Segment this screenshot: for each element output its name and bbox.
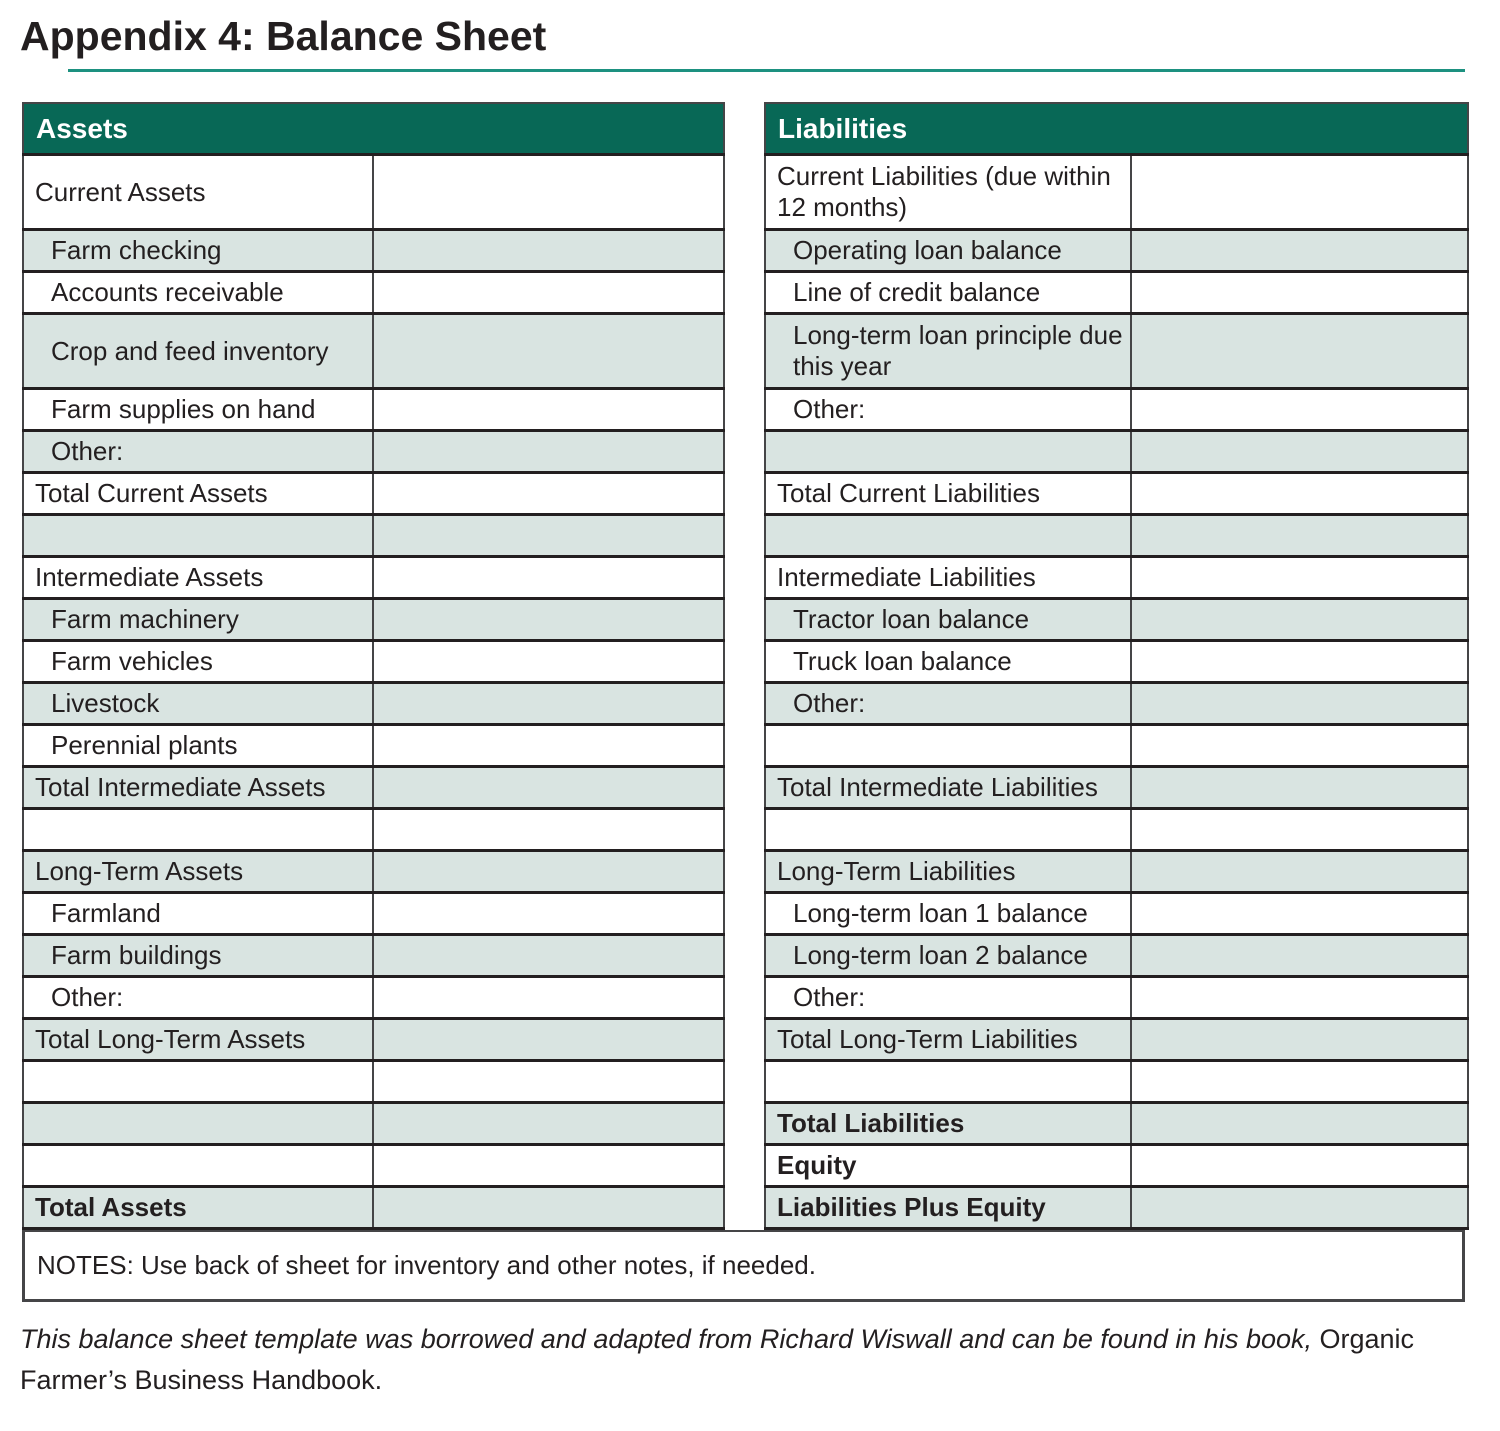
liability-row [765, 473, 1468, 515]
asset-row-value [373, 935, 724, 977]
asset-row [23, 599, 724, 641]
liability-row-label: Line of credit balance [765, 272, 1131, 314]
liability-row [765, 1187, 1468, 1229]
liability-row [765, 977, 1468, 1019]
page [0, 14, 1500, 1431]
liability-row-value [1131, 515, 1468, 557]
liability-row-label: Intermediate Liabilities [765, 557, 1131, 599]
liability-row [765, 893, 1468, 935]
asset-row [23, 1061, 724, 1103]
asset-row [23, 272, 724, 314]
asset-row-label: Farm machinery [23, 599, 373, 641]
asset-row-label: Intermediate Assets [23, 557, 373, 599]
liability-row-label [765, 515, 1131, 557]
liabilities-header: Liabilities [765, 103, 1468, 155]
asset-row [23, 1019, 724, 1061]
asset-row-value [373, 1061, 724, 1103]
asset-row-label: Total Current Assets [23, 473, 373, 515]
liability-row-value [1131, 557, 1468, 599]
asset-row [23, 1145, 724, 1187]
asset-row [23, 389, 724, 431]
liability-row-value [1131, 1103, 1468, 1145]
footer-attribution [20, 1319, 1472, 1400]
asset-row-label: Accounts receivable [23, 272, 373, 314]
asset-row-label: Other: [23, 977, 373, 1019]
asset-row-value [373, 230, 724, 272]
liability-row-label: Long-term loan 2 balance [765, 935, 1131, 977]
asset-row-label: Farm supplies on hand [23, 389, 373, 431]
liability-row [765, 389, 1468, 431]
asset-row-label [23, 1103, 373, 1145]
asset-row-value [373, 473, 724, 515]
asset-row-value [373, 272, 724, 314]
liability-row [765, 1145, 1468, 1187]
liability-row-value [1131, 314, 1468, 389]
balance-sheet [22, 102, 1500, 1231]
liability-row-label: Current Liabilities (due within 12 months) [765, 155, 1131, 230]
asset-row [23, 893, 724, 935]
liability-row-value [1131, 155, 1468, 230]
liability-row-value [1131, 599, 1468, 641]
liability-row [765, 515, 1468, 557]
liability-row [765, 1019, 1468, 1061]
asset-row-value [373, 725, 724, 767]
liability-row-value [1131, 641, 1468, 683]
liability-row-value [1131, 851, 1468, 893]
asset-row-label [23, 809, 373, 851]
liability-row-value [1131, 767, 1468, 809]
asset-row [23, 935, 724, 977]
asset-row-value [373, 893, 724, 935]
liability-row-label: Long-Term Liabilities [765, 851, 1131, 893]
liability-row-label: Other: [765, 389, 1131, 431]
asset-row [23, 683, 724, 725]
asset-row [23, 155, 724, 230]
liability-row-value [1131, 1145, 1468, 1187]
liability-row-value [1131, 725, 1468, 767]
asset-row-label: Farm buildings [23, 935, 373, 977]
asset-row [23, 515, 724, 557]
asset-row-value [373, 155, 724, 230]
asset-row-label: Livestock [23, 683, 373, 725]
liability-row-value [1131, 1187, 1468, 1229]
assets-table [22, 102, 725, 1231]
liability-row-value [1131, 1019, 1468, 1061]
liability-row [765, 641, 1468, 683]
asset-row [23, 767, 724, 809]
asset-row-label [23, 1061, 373, 1103]
liability-row-value [1131, 431, 1468, 473]
asset-row-value [373, 515, 724, 557]
asset-row-value [373, 851, 724, 893]
liability-row-label: Total Current Liabilities [765, 473, 1131, 515]
liability-row [765, 935, 1468, 977]
liability-row-label [765, 809, 1131, 851]
asset-row [23, 431, 724, 473]
liability-row-value [1131, 893, 1468, 935]
notes-box [22, 1230, 1465, 1302]
liabilities-rows [765, 155, 1468, 1229]
asset-row-label: Current Assets [23, 155, 373, 230]
asset-row-value [373, 1103, 724, 1145]
footer-italic-text: This balance sheet template was borrowed and adapted from Richard Wiswall and can be found in his book, [20, 1324, 1320, 1355]
liability-row [765, 272, 1468, 314]
liability-row-label [765, 725, 1131, 767]
asset-row-label: Perennial plants [23, 725, 373, 767]
liability-row-label [765, 431, 1131, 473]
asset-row-value [373, 767, 724, 809]
asset-row [23, 641, 724, 683]
title-underline [68, 69, 1465, 72]
asset-row-value [373, 977, 724, 1019]
liability-row [765, 314, 1468, 389]
asset-row-label: Total Long-Term Assets [23, 1019, 373, 1061]
assets-rows [23, 155, 724, 1229]
liability-row-label [765, 1061, 1131, 1103]
asset-row [23, 557, 724, 599]
liability-row-value [1131, 809, 1468, 851]
assets-header: Assets [23, 103, 724, 155]
liability-row [765, 431, 1468, 473]
liability-row-label: Equity [765, 1145, 1131, 1187]
asset-row-label: Farm checking [23, 230, 373, 272]
liability-row [765, 683, 1468, 725]
asset-row-label: Farmland [23, 893, 373, 935]
liability-row [765, 557, 1468, 599]
liability-row-value [1131, 473, 1468, 515]
liability-row-value [1131, 1061, 1468, 1103]
liability-row-label: Truck loan balance [765, 641, 1131, 683]
asset-row-label: Long-Term Assets [23, 851, 373, 893]
liability-row-label: Long-term loan principle due this year [765, 314, 1131, 389]
liability-row-value [1131, 389, 1468, 431]
asset-row-label: Farm vehicles [23, 641, 373, 683]
liability-row [765, 1061, 1468, 1103]
asset-row-value [373, 1145, 724, 1187]
asset-row-value [373, 599, 724, 641]
asset-row [23, 230, 724, 272]
liability-row-value [1131, 977, 1468, 1019]
liability-row-label: Other: [765, 683, 1131, 725]
liability-row [765, 851, 1468, 893]
liability-row-label: Tractor loan balance [765, 599, 1131, 641]
liability-row-label: Operating loan balance [765, 230, 1131, 272]
liability-row [765, 809, 1468, 851]
asset-row-label: Crop and feed inventory [23, 314, 373, 389]
asset-row-value [373, 809, 724, 851]
page-title: Appendix 4: Balance Sheet [20, 13, 547, 59]
asset-row-value [373, 1187, 724, 1229]
asset-row [23, 809, 724, 851]
asset-row-label: Other: [23, 431, 373, 473]
liability-row [765, 230, 1468, 272]
notes-text: NOTES: Use back of sheet for inventory and other notes, if needed. [37, 1250, 816, 1281]
asset-row [23, 1187, 724, 1229]
asset-row-value [373, 389, 724, 431]
asset-row [23, 1103, 724, 1145]
liability-row-label: Total Intermediate Liabilities [765, 767, 1131, 809]
liabilities-table [764, 102, 1469, 1231]
liability-row [765, 155, 1468, 230]
asset-row [23, 725, 724, 767]
liability-row-label: Liabilities Plus Equity [765, 1187, 1131, 1229]
liability-row-label: Total Liabilities [765, 1103, 1131, 1145]
liability-row-value [1131, 683, 1468, 725]
asset-row [23, 473, 724, 515]
asset-row [23, 314, 724, 389]
liability-row [765, 1103, 1468, 1145]
asset-row-value [373, 1019, 724, 1061]
asset-row-value [373, 431, 724, 473]
liability-row [765, 599, 1468, 641]
asset-row [23, 977, 724, 1019]
liability-row-label: Other: [765, 977, 1131, 1019]
footer-book-title: Organic Farmer’s Business Handbook. [20, 1324, 1415, 1395]
liabilities-header-row [765, 103, 1468, 155]
asset-row-value [373, 641, 724, 683]
asset-row-value [373, 557, 724, 599]
liability-row-value [1131, 935, 1468, 977]
asset-row-label: Total Assets [23, 1187, 373, 1229]
liability-row [765, 725, 1468, 767]
liability-row-label: Total Long-Term Liabilities [765, 1019, 1131, 1061]
asset-row-label [23, 1145, 373, 1187]
liability-row-value [1131, 230, 1468, 272]
liability-row [765, 767, 1468, 809]
asset-row-label: Total Intermediate Assets [23, 767, 373, 809]
liability-row-label: Long-term loan 1 balance [765, 893, 1131, 935]
assets-header-row [23, 103, 724, 155]
asset-row [23, 851, 724, 893]
asset-row-label [23, 515, 373, 557]
liability-row-value [1131, 272, 1468, 314]
asset-row-value [373, 314, 724, 389]
asset-row-value [373, 683, 724, 725]
